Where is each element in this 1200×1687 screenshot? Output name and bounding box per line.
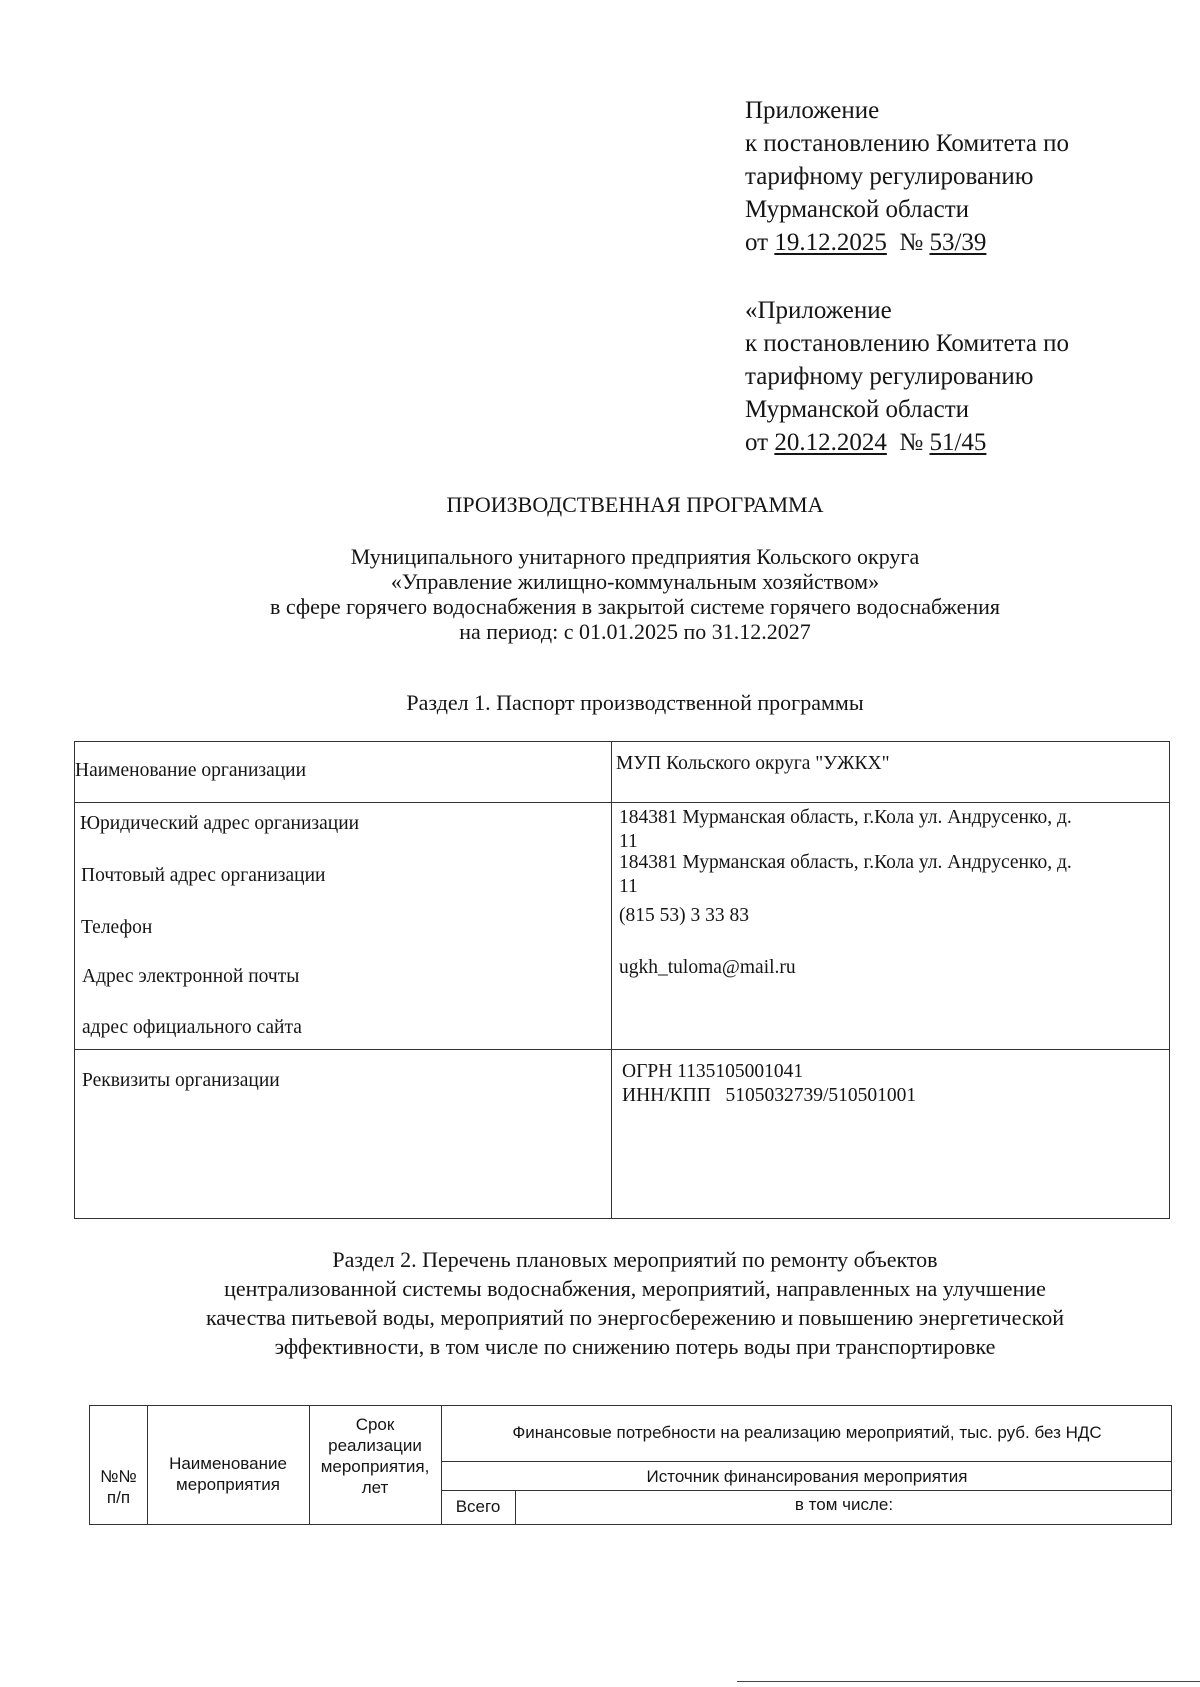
email-value: ugkh_tuloma@mail.ru [619, 957, 796, 978]
appendix-line: к постановлению Комитета по [745, 330, 1070, 357]
program-line: Муниципального унитарного предприятия Кольского округа [350, 544, 920, 569]
appendix-header-old [745, 294, 1069, 459]
org-name-label: Наименование организации [75, 760, 307, 781]
appendix-line: Мурманской области [745, 196, 970, 223]
col-term-line: реализации [328, 1436, 422, 1455]
table-divider [75, 1049, 1169, 1050]
legal-address-line: 11 [619, 831, 638, 852]
phone-label: Телефон [81, 917, 153, 938]
col-name-line: Наименование [169, 1454, 287, 1473]
table-divider [75, 802, 1169, 803]
resolution-number: 53/39 [929, 229, 987, 256]
program-line: на период: с 01.01.2025 по 31.12.2027 [459, 619, 811, 644]
inn-kpp: ИНН/КПП 5105032739/510501001 [622, 1085, 917, 1106]
appendix-line: к постановлению Комитета по [745, 130, 1070, 157]
phone-value: (815 53) 3 33 83 [619, 905, 749, 926]
postal-address-line: 11 [619, 876, 638, 897]
from-label: от [745, 229, 769, 256]
resolution-number: 51/45 [929, 429, 987, 456]
col-term-header [309, 1414, 441, 1498]
measures-table [89, 1405, 1172, 1525]
col-source-header: Источник финансирования мероприятия [646, 1467, 968, 1486]
number-sign: № [899, 429, 924, 456]
org-name-value: МУП Кольского округа "УЖКХ" [616, 753, 890, 774]
col-term-line: мероприятия, [320, 1457, 430, 1476]
table-divider [611, 742, 612, 1218]
table-divider [441, 1461, 1171, 1462]
appendix-title: Приложение [745, 97, 880, 124]
col-term-line: Срок [355, 1415, 395, 1434]
legal-address-value [619, 806, 1072, 854]
postal-address-value [619, 851, 1072, 899]
program-title: ПРОИЗВОДСТВЕННАЯ ПРОГРАММА [446, 492, 824, 517]
col-including-header: в том числе: [794, 1495, 894, 1514]
col-name-line: мероприятия [176, 1475, 280, 1494]
from-label: от [745, 429, 769, 456]
passport-table [74, 741, 1170, 1219]
ogrn: ОГРН 1135105001041 [622, 1061, 804, 1082]
col-finance-header: Финансовые потребности на реализацию мероприятий, тыс. руб. без НДС [512, 1423, 1102, 1442]
email-label: Адрес электронной почты [82, 966, 300, 987]
page-bottom-rule [737, 1681, 1200, 1682]
requisites-value [622, 1060, 916, 1108]
col-name-header [147, 1453, 309, 1495]
appendix-line: тарифному регулированию [745, 163, 1034, 190]
resolution-date: 20.12.2024 [774, 429, 887, 456]
appendix-header-new [745, 94, 1069, 259]
section2-title [0, 1245, 1200, 1361]
resolution-date: 19.12.2025 [774, 229, 887, 256]
requisites-label: Реквизиты организации [82, 1070, 280, 1091]
number-sign: № [899, 229, 924, 256]
table-divider [441, 1490, 1171, 1491]
appendix-line: Мурманской области [745, 396, 970, 423]
program-line: в сфере горячего водоснабжения в закрытой системе горячего водоснабжения [269, 594, 1001, 619]
section1-title: Раздел 1. Паспорт производственной программы [406, 690, 864, 715]
postal-address-label: Почтовый адрес организации [81, 865, 326, 886]
section2-title-line: качества питьевой воды, мероприятий по энергосбережению и повышению энергетической [205, 1305, 1065, 1330]
program-line: «Управление жилищно-коммунальным хозяйством» [390, 569, 880, 594]
col-number-header [90, 1466, 147, 1508]
col-number-line: п/п [106, 1488, 131, 1507]
section2-title-line: Раздел 2. Перечень плановых мероприятий по ремонту объектов [332, 1247, 938, 1272]
program-description [0, 544, 1200, 644]
section2-title-line: централизованной системы водоснабжения, мероприятий, направленных на улучшение [224, 1276, 1046, 1301]
col-total-header: Всего [455, 1497, 501, 1516]
legal-address-line: 184381 Мурманская область, г.Кола ул. Андрусенко, д. [619, 807, 1072, 828]
appendix-date-line [745, 426, 1069, 459]
col-term-line: лет [361, 1478, 389, 1497]
site-label: адрес официального сайта [82, 1017, 302, 1038]
col-number-line: №№ [100, 1467, 137, 1486]
appendix-date-line [745, 226, 1069, 259]
appendix-line: тарифному регулированию [745, 363, 1034, 390]
legal-address-label: Юридический адрес организации [80, 813, 360, 834]
postal-address-line: 184381 Мурманская область, г.Кола ул. Андрусенко, д. [619, 852, 1072, 873]
appendix-title: «Приложение [745, 297, 892, 324]
section2-title-line: эффективности, в том числе по снижению потерь воды при транспортировке [274, 1334, 996, 1359]
